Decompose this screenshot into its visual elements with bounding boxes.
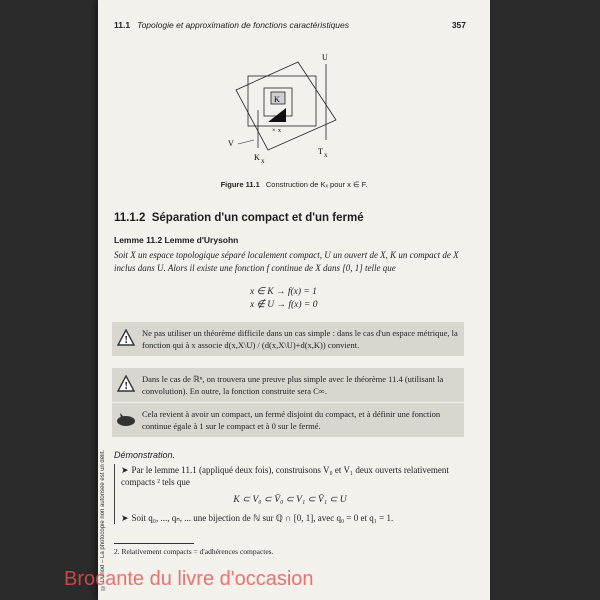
running-header xyxy=(114,20,466,30)
book-page xyxy=(98,0,490,600)
remark-text-1: Ne pas utiliser un théorème difficile dans un cas simple : dans le cas d'un espace métrique, la fonction qui à x associe d(x,X\U) / (d(x,X\U)+d(x,K)) convient. xyxy=(142,328,458,350)
watermark: Brocante du livre d'occasion xyxy=(64,568,314,590)
svg-text:X: X xyxy=(324,154,328,159)
header-section-number: 11.1 xyxy=(114,20,131,30)
demonstration-step-1: Par le lemme 11.1 (appliqué deux fois), construisons V₀ et V₁ deux ouverts relativement compacts ² tels que xyxy=(121,465,449,487)
remark-text-2: Dans le cas de ℝⁿ, on trouvera une preuve plus simple avec le théorème 11.4 (utilisant la convolution). En outre, la fonction construite sera C∞. xyxy=(142,374,444,396)
demonstration-heading: Démonstration. xyxy=(114,450,176,460)
svg-text:!: ! xyxy=(124,381,128,392)
header-title: Topologie et approximation de fonctions caractéristiques xyxy=(137,20,350,30)
inclusion-chain: K ⊂ V₀ ⊂ V̄₀ ⊂ V₁ ⊂ V̄₁ ⊂ U xyxy=(233,495,347,505)
lemma-statement: Soit X un espace topologique séparé localement compact, U un ouvert de X, K un compact de X inclus dans U. Alors il existe une fonction f continue de X dans [0, 1] telle que xyxy=(114,250,459,273)
svg-text:!: ! xyxy=(124,335,128,346)
label-U: U xyxy=(322,53,328,62)
idea-icon xyxy=(116,409,136,429)
lemma-title: Lemme 11.2 Lemme d'Urysohn xyxy=(114,235,239,245)
lemma-equations: x ∈ K → f(x) = 1 x ∉ U → f(x) = 0 xyxy=(250,287,318,310)
demonstration xyxy=(114,449,459,524)
svg-text:×: × xyxy=(272,128,276,134)
caption-label: Figure 11.1 xyxy=(220,180,260,189)
urysohn-figure xyxy=(228,50,338,170)
demonstration-step-2: Soit q₀, ..., qₙ, ... une bijection de ℕ sur ℚ ∩ [0, 1], avec q₀ = 0 et q₁ = 1. xyxy=(131,513,394,523)
remark-box-3 xyxy=(112,403,464,437)
label-x: x xyxy=(278,128,281,134)
label-V: V xyxy=(228,139,234,148)
svg-text:X: X xyxy=(261,160,265,165)
label-Kx: K xyxy=(254,153,260,162)
remark-box-2 xyxy=(112,368,464,402)
warning-icon xyxy=(116,328,136,348)
footnote-rule xyxy=(114,543,194,544)
caption-text: Construction de Kₓ pour x ∈ F. xyxy=(265,180,368,189)
page-number: 357 xyxy=(451,20,466,30)
label-Tx: T xyxy=(318,147,323,156)
remark-text-3: Cela revient à avoir un compact, un fermé disjoint du compact, et à définir une fonction continue égale à 1 sur le compact et à 0 sur le fermé. xyxy=(142,409,441,431)
remark-box-1 xyxy=(112,322,464,356)
arrow-bullet-icon: ➤ xyxy=(121,513,129,523)
footnote: 2. Relativement compacts = d'adhérences compactes. xyxy=(114,547,274,556)
label-K: K xyxy=(274,95,280,104)
section-heading: 11.1.2 Séparation d'un compact et d'un fermé xyxy=(114,212,364,224)
arrow-bullet-icon: ➤ xyxy=(121,465,129,475)
warning-icon xyxy=(116,374,136,394)
figure-caption xyxy=(98,180,490,189)
copyright-spine: © Dunod – La photocopie non autorisée est un délit. xyxy=(100,449,106,590)
